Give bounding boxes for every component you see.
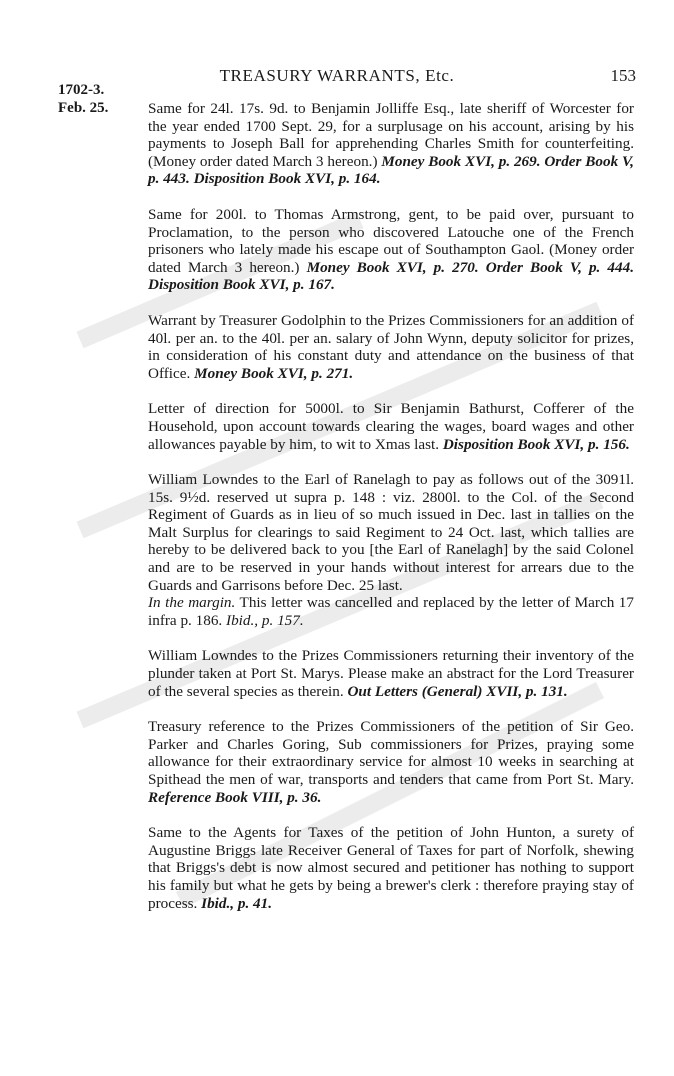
entries-column [148, 100, 634, 930]
entry-text: Warrant by Treasurer Godolphin to the Prizes Commissioners for an addition of 40l. per an. to the 40l. per an. salary of John Wynn, deputy solicitor for prizes, in consideration of his constant duty and attendance on the business of that Office. [148, 311, 634, 382]
margin-year: 1702-3. [58, 82, 105, 98]
entry-citation: Disposition Book XVI, p. 156. [442, 435, 630, 453]
entry-6 [148, 647, 634, 700]
entry-citation: Money Book XVI, p. 270. Order Book V, p. 444. Disposition Book XVI, p. 167. [148, 258, 634, 294]
entry-2 [148, 206, 634, 294]
entry-7 [148, 718, 634, 806]
entry-citation: Reference Book VIII, p. 36. [148, 788, 322, 806]
entry-citation: Money Book XVI, p. 271. [194, 364, 354, 382]
entry-text: Same to the Agents for Taxes of the petition of John Hunton, a surety of Augustine Briggs late Receiver General of Taxes for part of Norfolk, shewing that Briggs's debt is now almost secured and petitioner has nothing to support his family but what he gets by being a brewer's clerk : therefore praying stay of process. [148, 824, 634, 912]
entry-8 [148, 824, 634, 912]
entry-citation: Out Letters (General) XVII, p. 131. [347, 682, 568, 700]
entry-text: Treasury reference to the Prizes Commissioners of the petition of Sir Geo. Parker and Charles Goring, Sub commissioners for Prizes, praying some allowance for their extraordinary service for almost 10 weeks in searching at Spithead the men of war, transports and tenders that came from Port St. Mary. [148, 718, 634, 788]
margin-note-citation: Ibid., p. 157. [226, 611, 304, 629]
entry-text: Letter of direction for 5000l. to Sir Benjamin Bathurst, Cofferer of the Household, upon account towards clearing the wages, board wages and other allowances payable by him, to wit to Xmas last. [148, 400, 634, 453]
margin-note-text: This letter was cancelled and replaced by the letter of March 17 infra p. 186. [148, 594, 634, 629]
page-number: 153 [610, 66, 636, 85]
entry-text: Same for 200l. to Thomas Armstrong, gent, to be paid over, pursuant to Proclamation, to the person who discovered Latouche one of the French prisoners who lately made his escape out of Southampton Gaol. (Money order dated March 3 hereon.) [148, 205, 634, 276]
entry-5 [148, 471, 634, 629]
margin-date: Feb. 25. [58, 100, 109, 116]
entry-3 [148, 312, 634, 382]
margin-note-label: In the margin. [148, 594, 236, 612]
entry-text: William Lowndes to the Prizes Commissioners returning their inventory of the plunder taken at Port St. Marys. Please make an abstract for the Lord Treasurer of the several species as therein. [148, 647, 634, 700]
entry-citation: Money Book XVI, p. 269. Order Book V, p. 443. Disposition Book XVI, p. 164. [148, 152, 634, 188]
entry-citation: Ibid., p. 41. [201, 894, 273, 912]
entry-text: Same for 24l. 17s. 9d. to Benjamin Jolliffe Esq., late sheriff of Worcester for the year ended 1700 Sept. 29, for a surplusage on his account, arising by his payments to Joseph Ball for apprehending Charles Smith for counterfeiting. (Money order dated March 3 hereon.) [148, 100, 634, 170]
running-title: TREASURY WARRANTS, Etc. [219, 66, 455, 85]
entry-text: William Lowndes to the Earl of Ranelagh to pay as follows out of the 3091l. 15s. 9½d. reserved ut supra p. 148 : viz. 2800l. to the Col. of the Second Regiment of Guards as in lieu of so much issued in Dec. last in tallies on the Malt Surplus for clearings to said Regiment to 24 Oct. last, which tallies are hereby to be delivered back to you [the Earl of Ranelagh] by the said Colonel and are to be reserved in your hands without interest for arrears due to the Guards and Garrisons before Dec. 25 last. [148, 471, 634, 594]
entry-4 [148, 400, 634, 453]
entry-1 [148, 100, 634, 188]
